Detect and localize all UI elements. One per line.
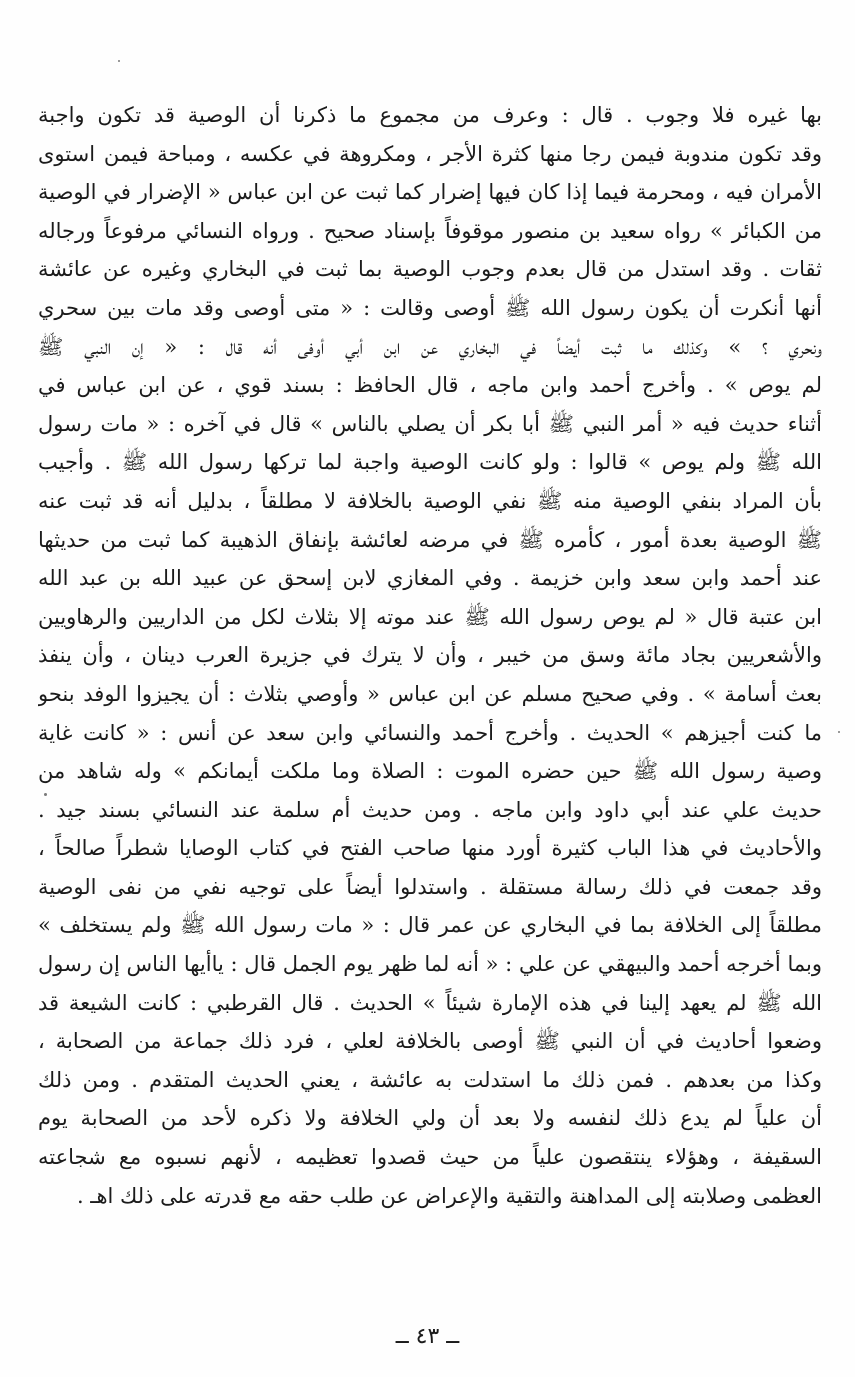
text-line: السقيفة ، وهؤلاء ينتقصون علياً من حيث قصدوا تعظيمه ، لأنهم نسبوه مع شجاعته xyxy=(38,1145,822,1170)
text-line: ثقات . وقد استدل من قال بعدم وجوب الوصية بما ثبت في البخاري وغيره عن عائشة xyxy=(38,257,822,282)
text-line: وقد جمعت في ذلك رسالة مستقلة . واستدلوا أيضاً على توجيه نفي من نفى الوصية xyxy=(38,874,822,899)
text-line: ما كنت أجيزهم » الحديث . وأخرج أحمد والنسائي وابن سعد عن أنس : « كانت غاية xyxy=(38,720,822,745)
text-line: وكذا من بعدهم . فمن ذلك ما استدلت به عائشة ، يعني الحديث المتقدم . ومن ذلك xyxy=(38,1067,822,1092)
text-line: العظمى وصلابته إلى المداهنة والتقية والإعراض عن طلب حقه مع قدرته على ذلك اهـ . xyxy=(76,1183,822,1208)
text-line: أنها أنكرت أن يكون رسول الله ﷺ أوصى وقالت : « متى أوصى وقد مات بين سحري xyxy=(38,295,822,320)
text-line: والأحاديث في هذا الباب كثيرة أورد منها صاحب الفتح في كتاب الوصايا شطراً صالحاً ، xyxy=(38,836,822,861)
text-line: ﷺ الوصية بعدة أمور ، كأمره ﷺ في مرضه لعائشة بإنفاق الذهيبة كما ثبت من حديثها xyxy=(38,527,822,552)
page-number: ــ ٤٣ ــ xyxy=(395,1324,460,1349)
text-line: ابن عتبة قال « لم يوص رسول الله ﷺ عند موته إلا بثلاث لكل من الداريين والرهاويين xyxy=(38,604,822,629)
text-line: حديث علي عند أبي داود وابن ماجه . ومن حديث أم سلمة عند النسائي بسند جيد . xyxy=(38,797,822,822)
text-line: بعث أسامة » . وفي صحيح مسلم عن ابن عباس « وأوصي بثلاث : أن يجيزوا الوفد بنحو xyxy=(38,681,822,706)
body-text xyxy=(38,96,822,1215)
text-line: وصية رسول الله ﷺ حين حضره الموت : الصلاة وما ملكت أيمانكم » وله شاهد من xyxy=(38,759,822,784)
text-line: عند أحمد وابن سعد وابن خزيمة . وفي المغازي لابن إسحق عن عبيد الله بن عبد الله xyxy=(38,566,822,591)
text-line: ونحري ؟ » وكذلك ما ثبت أيضاً في البخاري عن ابن أبي أوفى أنه قال : « إن النبي ﷺ xyxy=(38,334,822,359)
text-line: أن علياً لم يدع ذلك لنفسه ولا بعد أن ولي الخلافة ولا ذكره لأحد من الصحابة يوم xyxy=(38,1106,822,1131)
text-line: من الكبائر » رواه سعيد بن منصور موقوفاً بإسناد صحيح . ورواه النسائي مرفوعاً ورجاله xyxy=(38,218,822,243)
text-line: الله ﷺ لم يعهد إلينا في هذه الإمارة شيئاً » الحديث . قال القرطبي : كانت الشيعة قد xyxy=(38,990,822,1015)
scan-speck xyxy=(838,731,840,733)
scan-speck xyxy=(118,60,120,62)
text-line: بأن المراد بنفي الوصية منه ﷺ نفي الوصية بالخلافة لا مطلقاً ، بدليل أنه قد ثبت عنه xyxy=(38,488,822,513)
scan-speck xyxy=(44,793,47,796)
text-line: الأمران فيه ، ومحرمة فيما إذا كان فيها إضرار كما ثبت عن ابن عباس « الإضرار في الوصية xyxy=(38,180,822,205)
text-line: أثناء حديث فيه « أمر النبي ﷺ أبا بكر أن يصلي بالناس » قال في آخره : « مات رسول xyxy=(38,411,822,436)
text-line: وضعوا أحاديث في أن النبي ﷺ أوصى بالخلافة لعلي ، فرد ذلك جماعة من الصحابة ، xyxy=(38,1029,822,1054)
text-line: الله ﷺ ولم يوص » قالوا : ولو كانت الوصية واجبة لما تركها رسول الله ﷺ . وأجيب xyxy=(38,450,822,475)
text-line: لم يوص » . وأخرج أحمد وابن ماجه ، قال الحافظ : بسند قوي ، عن ابن عباس في xyxy=(38,373,822,398)
text-line: والأشعريين بجاد مائة وسق من خيبر ، وأن لا يترك في جزيرة العرب دينان ، وأن ينفذ xyxy=(38,643,822,668)
text-line: مطلقاً إلى الخلافة بما في البخاري عن عمر قال : « مات رسول الله ﷺ ولم يستخلف » xyxy=(38,913,822,938)
text-line: بها غيره فلا وجوب . قال : وعرف من مجموع ما ذكرنا أن الوصية قد تكون واجبة xyxy=(38,103,822,127)
text-line: وبما أخرجه أحمد والبيهقي عن علي : « أنه لما ظهر يوم الجمل قال : ياأيها الناس إن رسول xyxy=(38,952,822,977)
text-line: وقد تكون مندوبة فيمن رجا منها كثرة الأجر ، ومكروهة في عكسه ، ومباحة فيمن استوى xyxy=(38,141,822,166)
